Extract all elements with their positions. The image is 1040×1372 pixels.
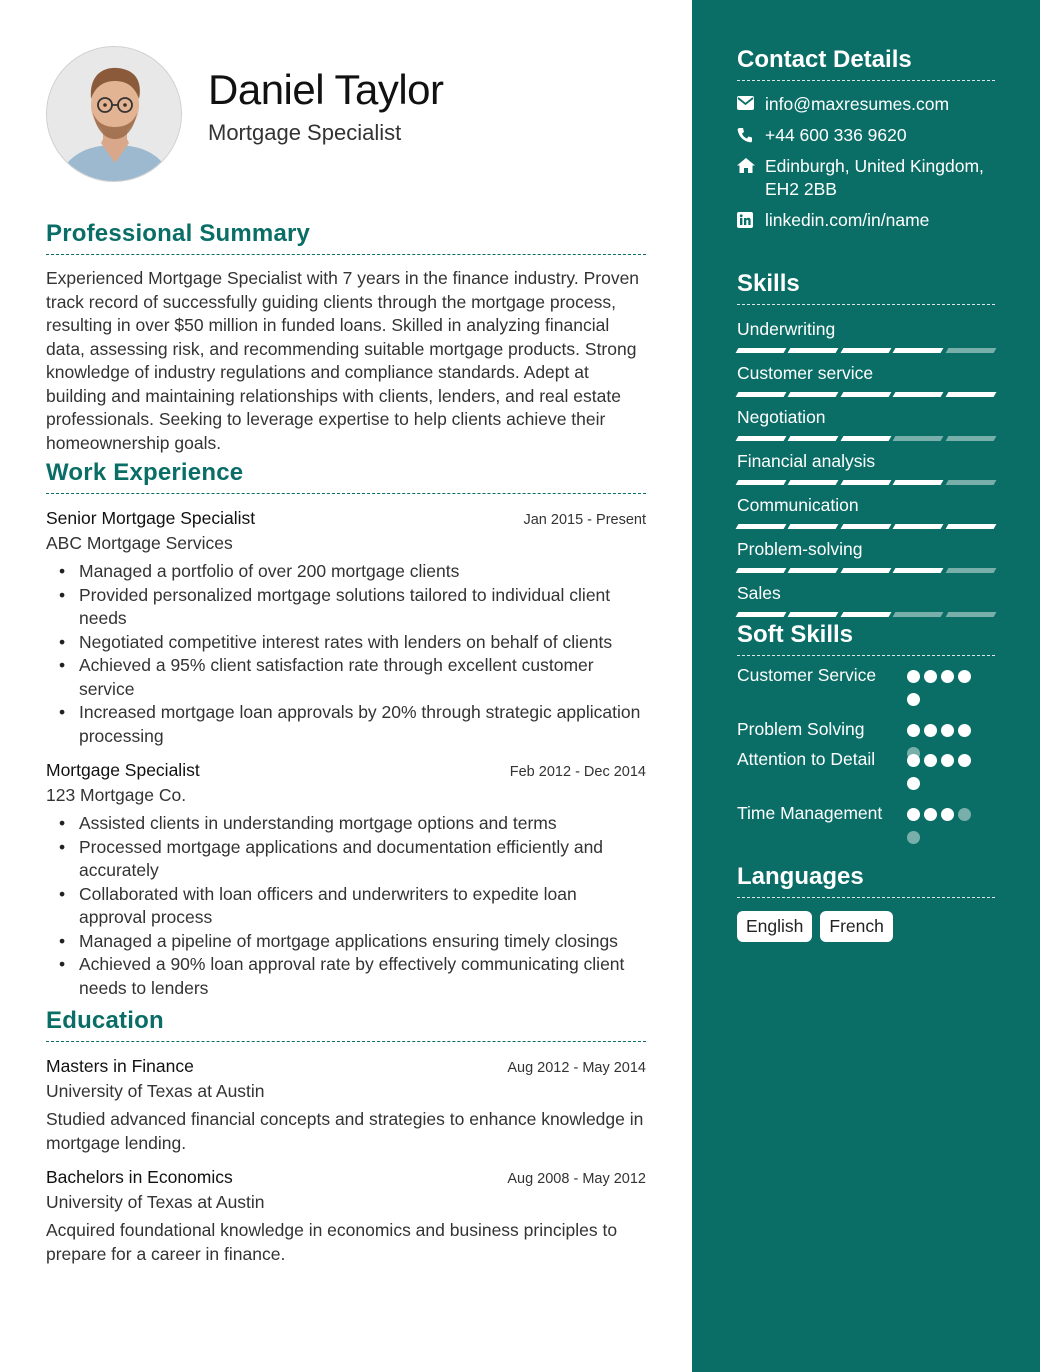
- bullet-item: • Provided personalized mortgage solutions tailored to individual client needs: [79, 584, 646, 631]
- bullet-item: • Managed a pipeline of mortgage applications ensuring timely closings: [79, 930, 646, 954]
- language-tag: French: [820, 911, 892, 942]
- rating-dot: [907, 831, 920, 844]
- skill-level-bar: [737, 568, 995, 573]
- rating-dot: [924, 754, 937, 767]
- skill-name: Problem-solving: [737, 539, 863, 559]
- skill-level-segment: [893, 348, 944, 353]
- sidebar: [692, 0, 1040, 1372]
- rating-dot: [941, 670, 954, 683]
- bullet-item: • Increased mortgage loan approvals by 20% through strategic application processing: [79, 701, 646, 748]
- skill-level-segment: [945, 480, 996, 485]
- contact-address: [737, 155, 995, 201]
- bullet-item: • Assisted clients in understanding mortgage options and terms: [79, 812, 646, 836]
- education-description: Acquired foundational knowledge in economics and business principles to prepare for a career in finance.: [46, 1220, 618, 1264]
- bullet-item: • Achieved a 90% loan approval rate by effectively communicating client needs to lenders: [79, 953, 646, 1000]
- rating-dot: [958, 754, 971, 767]
- skill-level-segment: [945, 612, 996, 617]
- rating-dot: [941, 808, 954, 821]
- contact-linkedin-text: linkedin.com/in/name: [765, 210, 930, 230]
- job-company: ABC Mortgage Services: [46, 533, 233, 553]
- contact-linkedin[interactable]: [737, 209, 995, 232]
- summary-heading: Professional Summary: [46, 220, 646, 255]
- languages-list: [737, 911, 995, 942]
- soft-skills-heading: Soft Skills: [737, 621, 995, 656]
- linkedin-icon: [737, 209, 765, 228]
- skill-name: Communication: [737, 495, 859, 515]
- contact-email-text: info@maxresumes.com: [765, 94, 950, 114]
- skill-level-segment: [893, 392, 944, 397]
- rating-dot: [924, 724, 937, 737]
- skill-level-segment: [840, 524, 891, 529]
- rating-dot: [958, 724, 971, 737]
- skill-name: Customer service: [737, 363, 874, 383]
- skill-level-segment: [788, 348, 839, 353]
- contact-email[interactable]: [737, 93, 995, 116]
- job-company: 123 Mortgage Co.: [46, 785, 187, 805]
- degree-title: Masters in Finance: [46, 1056, 194, 1076]
- rating-dot: [907, 693, 920, 706]
- contact-phone[interactable]: [737, 124, 995, 147]
- job-entry: [46, 508, 646, 748]
- skill-level-segment: [945, 348, 996, 353]
- skill-level-segment: [945, 392, 996, 397]
- education-heading: Education: [46, 1007, 646, 1042]
- bullet-item: • Processed mortgage applications and documentation efficiently and accurately: [79, 836, 646, 883]
- skill-level-bar: [737, 392, 995, 397]
- soft-skill-name: Problem Solving: [737, 719, 865, 739]
- skill-level-segment: [840, 612, 891, 617]
- soft-skill-rating: [907, 754, 983, 790]
- avatar: [46, 46, 182, 182]
- rating-dot: [941, 724, 954, 737]
- skill-level-segment: [840, 480, 891, 485]
- rating-dot: [924, 670, 937, 683]
- soft-skills-section: [737, 621, 995, 848]
- skill-name: Financial analysis: [737, 451, 876, 471]
- soft-skill-rating: [907, 670, 983, 706]
- rating-dot: [941, 754, 954, 767]
- skill-level-bar: [737, 436, 995, 441]
- skills-list: [737, 319, 995, 617]
- job-bullets: [46, 812, 646, 1000]
- skill-level-segment: [840, 436, 891, 441]
- skills-heading: Skills: [737, 270, 995, 305]
- soft-skill-rating: [907, 808, 983, 844]
- rating-dot: [958, 808, 971, 821]
- skill-level-segment: [893, 524, 944, 529]
- job-date: Feb 2012 - Dec 2014: [509, 764, 646, 780]
- skill-level-segment: [736, 480, 787, 485]
- contact-phone-text: +44 600 336 9620: [765, 125, 907, 145]
- rating-dot: [924, 808, 937, 821]
- skill-item: [737, 319, 995, 353]
- experience-heading: Work Experience: [46, 459, 646, 494]
- skill-item: [737, 495, 995, 529]
- education-description: Studied advanced financial concepts and strategies to enhance knowledge in mortgage lending.: [46, 1109, 644, 1153]
- skill-item: [737, 451, 995, 485]
- contact-section: [737, 46, 995, 232]
- soft-skill-item: [737, 664, 995, 710]
- skill-item: [737, 539, 995, 573]
- soft-skill-item: [737, 802, 995, 848]
- skill-level-segment: [840, 392, 891, 397]
- job-date: Jan 2015 - Present: [523, 512, 646, 528]
- resume-header: [46, 46, 646, 182]
- rating-dot: [907, 754, 920, 767]
- education-entry: [46, 1056, 646, 1155]
- skill-level-bar: [737, 612, 995, 617]
- bullet-item: • Collaborated with loan officers and underwriters to expedite loan approval process: [79, 883, 646, 930]
- rating-dot: [907, 808, 920, 821]
- skill-level-segment: [840, 348, 891, 353]
- skill-level-segment: [788, 480, 839, 485]
- skill-level-segment: [736, 568, 787, 573]
- languages-section: [737, 863, 995, 942]
- candidate-name: Daniel Taylor: [208, 66, 444, 113]
- skill-level-segment: [788, 436, 839, 441]
- soft-skills-list: [737, 664, 995, 848]
- soft-skill-item: [737, 748, 995, 794]
- candidate-title: Mortgage Specialist: [208, 120, 402, 145]
- languages-heading: Languages: [737, 863, 995, 898]
- education-date: Aug 2012 - May 2014: [507, 1060, 646, 1076]
- language-tag: English: [737, 911, 812, 942]
- job-title: Senior Mortgage Specialist: [46, 508, 256, 528]
- skill-level-bar: [737, 348, 995, 353]
- skill-level-bar: [737, 480, 995, 485]
- rating-dot: [907, 670, 920, 683]
- rating-dot: [958, 670, 971, 683]
- job-title: Mortgage Specialist: [46, 760, 200, 780]
- skill-item: [737, 583, 995, 617]
- skills-section: [737, 270, 995, 617]
- skill-item: [737, 407, 995, 441]
- bullet-item: • Managed a portfolio of over 200 mortgage clients: [79, 560, 646, 584]
- skill-level-segment: [945, 568, 996, 573]
- skill-level-bar: [737, 524, 995, 529]
- skill-level-segment: [736, 392, 787, 397]
- skill-level-segment: [893, 568, 944, 573]
- soft-skill-name: Attention to Detail: [737, 749, 876, 769]
- skill-level-segment: [788, 612, 839, 617]
- soft-skill-name: Time Management: [737, 803, 883, 823]
- rating-dot: [907, 724, 920, 737]
- job-entry: [46, 760, 646, 1000]
- contact-heading: Contact Details: [737, 46, 995, 81]
- skill-item: [737, 363, 995, 397]
- education-entry: [46, 1167, 646, 1266]
- envelope-icon: [737, 93, 765, 110]
- home-icon: [737, 155, 765, 173]
- education-section: [46, 1007, 646, 1266]
- degree-title: Bachelors in Economics: [46, 1167, 233, 1187]
- skill-name: Negotiation: [737, 407, 826, 427]
- skill-level-segment: [893, 480, 944, 485]
- skill-name: Underwriting: [737, 319, 836, 339]
- soft-skill-name: Customer Service: [737, 665, 877, 685]
- skill-level-segment: [788, 524, 839, 529]
- rating-dot: [907, 777, 920, 790]
- summary-text: Experienced Mortgage Specialist with 7 years in the finance industry. Proven track record of successfully guiding clients through the mortgage process, resulting in over $50 million in funded loans. Skilled in analyzing financial data, assessing risk, and recommending suitable mortgage products. Strong knowledge of industry regulations and compliance standards. Adept at building and maintaining relationships with clients, lenders, and real estate professionals. Seeking to leverage expertise to help clients achieve their homeownership goals.: [46, 268, 640, 453]
- bullet-item: • Achieved a 95% client satisfaction rate through excellent customer service: [79, 654, 646, 701]
- skill-level-segment: [788, 568, 839, 573]
- portrait-illustration: [47, 47, 182, 182]
- skill-level-segment: [893, 612, 944, 617]
- skill-level-segment: [736, 348, 787, 353]
- skill-level-segment: [840, 568, 891, 573]
- phone-icon: [737, 124, 765, 143]
- skill-level-segment: [788, 392, 839, 397]
- skill-level-segment: [893, 436, 944, 441]
- skill-level-segment: [736, 524, 787, 529]
- skill-level-segment: [736, 436, 787, 441]
- education-date: Aug 2008 - May 2012: [507, 1171, 646, 1187]
- school-name: University of Texas at Austin: [46, 1081, 265, 1101]
- skill-level-segment: [945, 524, 996, 529]
- skill-level-segment: [945, 436, 996, 441]
- skill-name: Sales: [737, 583, 781, 603]
- skill-level-segment: [736, 612, 787, 617]
- experience-section: [46, 459, 646, 1000]
- bullet-item: • Negotiated competitive interest rates with lenders on behalf of clients: [79, 631, 646, 655]
- school-name: University of Texas at Austin: [46, 1192, 265, 1212]
- job-bullets: [46, 560, 646, 748]
- summary-section: [46, 220, 646, 455]
- soft-skill-item: [737, 718, 995, 740]
- contact-address-text: Edinburgh, United Kingdom, EH2 2BB: [765, 156, 984, 199]
